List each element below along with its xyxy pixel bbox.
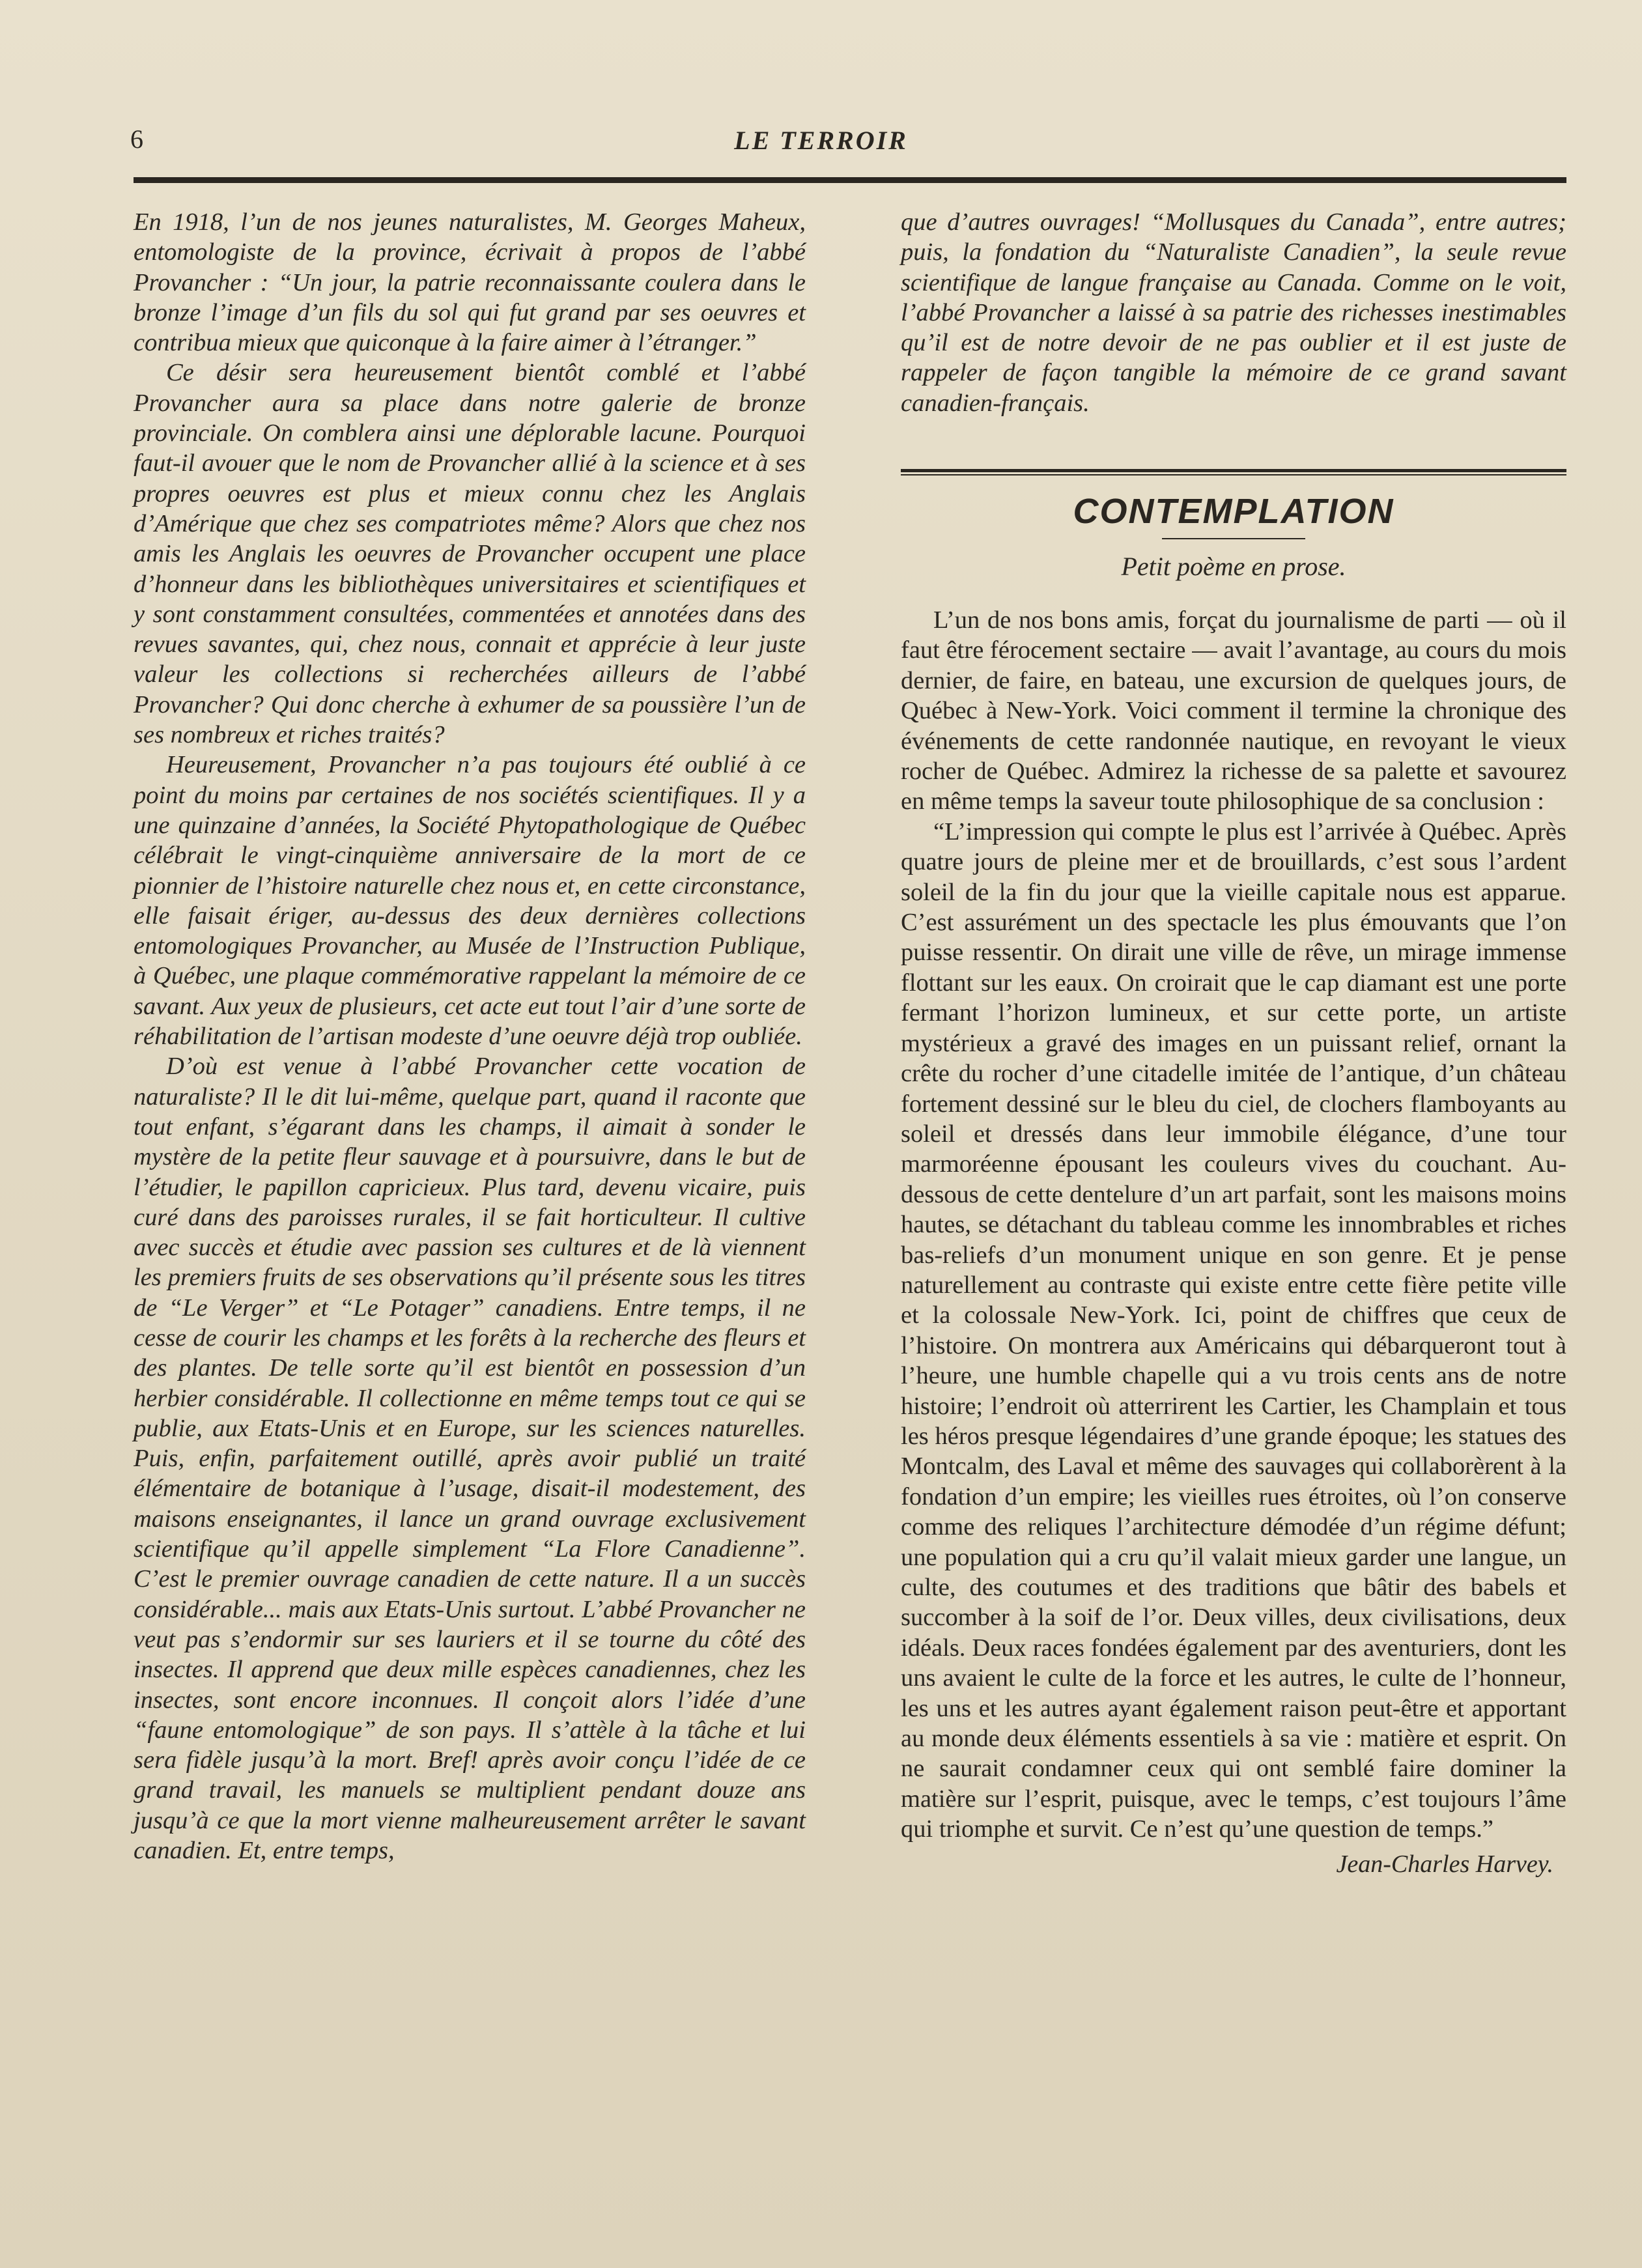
header-rule	[134, 177, 1566, 183]
article-paragraph: En 1918, l’un de nos jeunes naturalistes, M. Georges Maheux, entomologiste de la province, écrivait à propos de l’abbé Provancher : “Un jour, la patrie reconnaissante coulera dans le bronze l’image d’un fils du sol qui fut grand par ses oeuvres et contribua mieux que quiconque à la faire aimer à l’étranger.”	[134, 208, 806, 357]
running-title: LE TERROIR	[734, 126, 908, 155]
poem-paragraph: “L’impression qui compte le plus est l’arrivée à Québec. Après quatre jours de pleine mer et de brouillards, c’est sous l’ardent soleil de la fin du jour que la vieille capitale nous est apparue. C’est assurément un des spectacle les plus émouvants que l’on puisse ressentir. On dirait une ville de rêve, un mirage immense flottant sur les eaux. On croirait que le cap diamant est une porte fermant l’horizon lumineux, et sur cette porte, un artiste mystérieux a gravé des images en un puissant relief, ornant la crête du rocher d’une citadelle imitée de l’antique, d’un château fortement dessiné sur le bleu du ciel, de clochers flamboyants au soleil et dressés dans leur immobile élégance, d’une tour marmoréenne épousant les couleurs vives du couchant. Au-dessous de cette dentelure d’un art parfait, sont les maisons moins hautes, se détachant du tableau comme les innombrables et riches bas-reliefs d’un monument unique en son genre. Et je pense naturellement au contraste qui existe entre cette fière petite ville et la colossale New-York. Ici, point de chiffres que ceux de l’histoire. On montrera aux Américains qui débarqueront tout à l’heure, une humble chapelle qui a vu trois cents ans de notre histoire; l’endroit où atterrirent les Cartier, les Champlain et tous les héros presque légendaires d’une grande époque; les statues des Montcalm, des Laval et même des sauvages qui collaborèrent à la fondation d’un empire; les vieilles rues étroites, où l’on conserve comme des reliques l’architecture démodée d’un régime défunt; une population qui a cru qu’il valait mieux garder une langue, un culte, des coutumes et des traditions que bâtir des babels et succomber à la soif de l’or. Deux villes, deux civilisations, deux idéals. Deux races fondées également par des aventuriers, dont les uns avaient le culte de la force et les autres, le culte de l’honneur, les uns et les autres ayant également raison peut-être et apportant au monde deux éléments essentiels à sa vie : matière et esprit. On ne saurait condamner ceux qui ont semblé faire dominer la matière sur l’esprit, puisque, avec le temps, c’est toujours l’âme qui triomphe et survit. Ce n’est qu’une question de temps.”	[901, 817, 1566, 1843]
section-divider	[901, 469, 1566, 475]
article-paragraph: que d’autres ouvrages! “Mollusques du Canada”, entre autres; puis, la fondation du “Naturaliste Canadien”, la seule revue scientifique de langue française au Canada. Comme on le voit, l’abbé Provancher a laissé à sa patrie des richesses inestimables qu’il est de notre devoir de ne pas oublier et il est juste de rappeler de façon tangible la mémoire de ce grand savant canadien-français.	[901, 208, 1566, 417]
article-paragraph: D’où est venue à l’abbé Provancher cette vocation de naturaliste? Il le dit lui-même, quelque part, quand il raconte que tout enfant, s’égarant dans les champs, il aimait à sonder le mystère de la petite fleur sauvage et à poursuivre, dans le but de l’étudier, le papillon capricieux. Plus tard, devenu vicaire, puis curé dans des paroisses rurales, il se fait horticulteur. Il cultive avec succès et étudie avec passion ses cultures et de là viennent les premiers fruits de ses observations qu’il présente sous les titres de “Le Verger” et “Le Potager” canadiens. Entre temps, il ne cesse de courir les champs et les forêts à la recherche des fleurs et des plantes. De telle sorte qu’il est bientôt en possession d’un herbier considérable. Il collectionne en même temps tout ce qui se publie, aux Etats-Unis et en Europe, sur les sciences naturelles. Puis, enfin, parfaitement outillé, après avoir publié un traité élémentaire de botanique à l’usage, disait-il modestement, des maisons enseignantes, il lance un grand ouvrage exclusivement scientifique qu’il appelle simplement “La Flore Canadienne”. C’est le premier ouvrage canadien de cette nature. Il a un succès considérable... mais aux Etats-Unis surtout. L’abbé Provancher ne veut pas s’endormir sur ses lauriers et il se tourne du côté des insectes. Il apprend que deux mille espèces canadiennes, chez les insectes, sont encore inconnues. Il conçoit alors l’idée d’une “faune entomologique” de son pays. Il s’attèle à la tâche et lui sera fidèle jusqu’à la mort. Bref! après avoir conçu l’idée de ce grand travail, les manuels se multiplient pendant douze ans jusqu’à ce que la mort vienne malheureusement arrêter le savant canadien. Et, entre temps,	[134, 1053, 806, 1865]
poem-paragraph: L’un de nos bons amis, forçat du journalisme de parti — où il faut être férocement sectaire — avait l’avantage, au cours du mois dernier, de faire, en bateau, une excursion de quelques jours, de Québec à New-York. Voici comment il termine la chronique des événements de cette randonnée nautique, en revoyant le vieux rocher de Québec. Admirez la richesse de sa palette et savourez en même temps la saveur toute philosophique de sa conclusion :	[901, 606, 1566, 815]
poem-title: CONTEMPLATION	[1073, 492, 1394, 531]
article-left-column	[134, 207, 806, 1865]
page-number: 6	[130, 124, 143, 154]
title-underline	[1162, 538, 1305, 539]
poem-subtitle: Petit poème en prose.	[1121, 552, 1346, 581]
poem-section	[901, 469, 1566, 1878]
article-continuation-column	[901, 207, 1566, 418]
article-paragraph: Heureusement, Provancher n’a pas toujours été oublié à ce point du moins par certaines de nos sociétés scientifiques. Il y a une quinzaine d’années, la Société Phytopathologique de Québec célébrait le vingt-cinquième anniversaire de la mort de ce pionnier de l’histoire naturelle chez nous et, en cette circonstance, elle faisait ériger, au-dessus des deux dernières collections entomologiques Provancher, au Musée de l’Instruction Publique, à Québec, une plaque commémorative rappelant la mémoire de ce savant. Aux yeux de plusieurs, cet acte eut tout l’air d’une sorte de réhabilitation de l’artisan modeste d’une oeuvre déjà trop oubliée.	[134, 751, 806, 1051]
author-signature: Jean-Charles Harvey.	[1336, 1850, 1553, 1878]
poem-body	[901, 605, 1566, 1845]
article-paragraph: Ce désir sera heureusement bientôt comblé et l’abbé Provancher aura sa place dans notre galerie de bronze provinciale. On comblera ainsi une déplorable lacune. Pourquoi faut-il avouer que le nom de Provancher allié à la science et à ses propres oeuvres est plus et mieux connu chez les Anglais d’Amérique que chez ses compatriotes même? Alors que chez nos amis les Anglais les oeuvres de Provancher occupent une place d’honneur dans les bibliothèques universitaires et scientifiques et y sont constamment consultées, commentées et annotées dans des revues savantes, qui, chez nous, connait et apprécie à leur juste valeur les collections si recherchées ailleurs de l’abbé Provancher? Qui donc cherche à exhumer de sa poussière l’un de ses nombreux et riches traités?	[134, 359, 806, 749]
